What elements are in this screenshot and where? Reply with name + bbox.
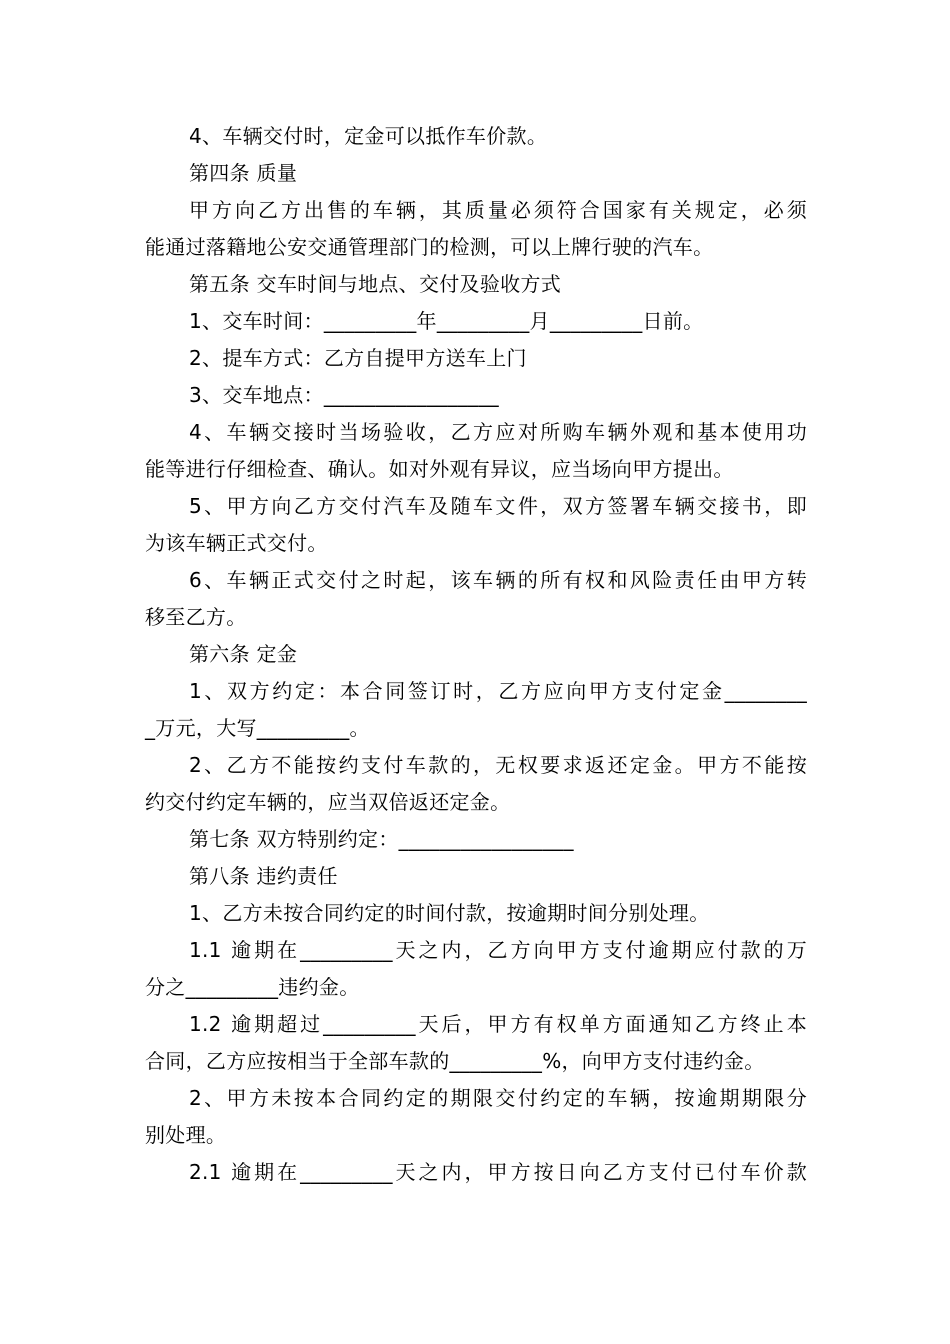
text-line: 能通过落籍地公安交通管理部门的检测，可以上牌行驶的汽车。: [145, 235, 714, 259]
text-line: 4、车辆交付时，定金可以抵作车价款。: [189, 124, 548, 148]
text-line: 分之_________违约金。: [145, 975, 360, 999]
text-line: 第八条 违约责任: [189, 864, 338, 888]
text-line: _万元，大写_________。: [145, 716, 370, 740]
text-line: 别处理。: [145, 1123, 227, 1147]
text-line: 5、甲方向乙方交付汽车及随车文件，双方签署车辆交接书，即: [189, 494, 807, 518]
text-line: 合同，乙方应按相当于全部车款的_________%，向甲方支付违约金。: [145, 1049, 765, 1073]
text-line: 甲方向乙方出售的车辆，其质量必须符合国家有关规定，必须: [189, 198, 807, 222]
text-line: 约交付约定车辆的，应当双倍返还定金。: [145, 790, 511, 814]
text-line: 第五条 交车时间与地点、交付及验收方式: [189, 272, 562, 296]
text-line: 1、交车时间：_________年_________月_________日前。: [189, 309, 704, 333]
text-line: 能等进行仔细检查、确认。如对外观有异议，应当场向甲方提出。: [145, 457, 734, 481]
text-line: 4、车辆交接时当场验收，乙方应对所购车辆外观和基本使用功: [189, 420, 807, 444]
text-line: 1.1 逾期在_________天之内，乙方向甲方支付逾期应付款的万: [189, 938, 807, 962]
text-line: 第七条 双方特别约定：_________________: [189, 827, 574, 851]
contract-page: [145, 118, 807, 1191]
text-line: 移至乙方。: [145, 605, 247, 629]
text-line: 2、乙方不能按约支付车款的，无权要求返还定金。甲方不能按: [189, 753, 807, 777]
text-line: 2.1 逾期在_________天之内，甲方按日向乙方支付已付车价款: [189, 1160, 807, 1184]
text-line: 3、交车地点：_________________: [189, 383, 499, 407]
text-line: 6、车辆正式交付之时起，该车辆的所有权和风险责任由甲方转: [189, 568, 807, 592]
text-line: 2、提车方式：乙方自提甲方送车上门: [189, 346, 527, 370]
text-line: 1、乙方未按合同约定的时间付款，按逾期时间分别处理。: [189, 901, 710, 925]
text-line: 第六条 定金: [189, 642, 298, 666]
text-line: 1、双方约定：本合同签订时，乙方应向甲方支付定金________: [189, 679, 807, 703]
text-line: 为该车辆正式交付。: [145, 531, 328, 555]
text-line: 第四条 质量: [189, 161, 298, 185]
text-line: 2、甲方未按本合同约定的期限交付约定的车辆，按逾期期限分: [189, 1086, 807, 1110]
text-line: 1.2 逾期超过_________天后，甲方有权单方面通知乙方终止本: [189, 1012, 807, 1036]
